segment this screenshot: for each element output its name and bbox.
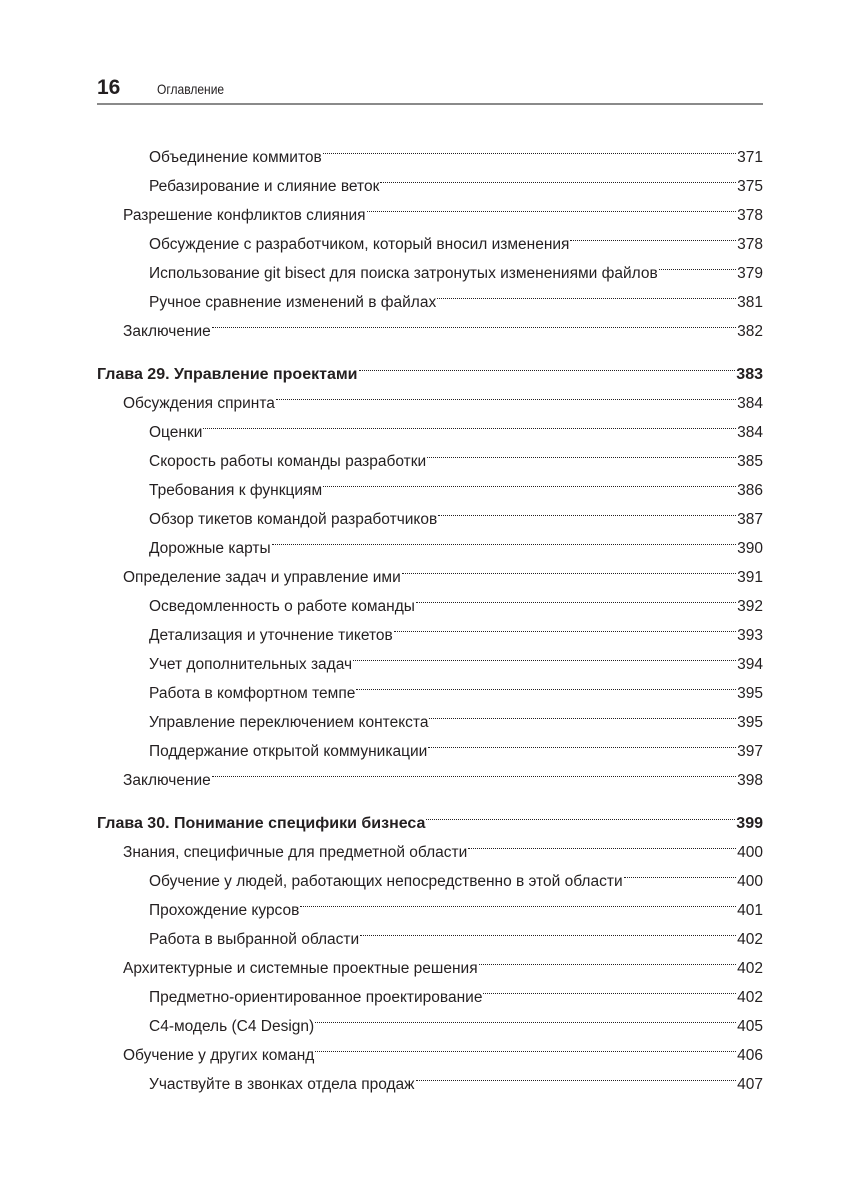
toc-entry-title: Дорожные карты — [149, 540, 271, 557]
toc-page-number: 391 — [737, 569, 763, 586]
toc-page-number: 402 — [737, 960, 763, 977]
toc-page-number: 400 — [737, 844, 763, 861]
toc-entry-title: Обзор тикетов командой разработчиков — [149, 511, 438, 528]
toc-entry-title: Заключение — [123, 323, 211, 340]
toc-entry-title: Заключение — [123, 772, 211, 789]
toc-chapter-entry[interactable] — [97, 799, 763, 832]
dot-leader — [315, 1031, 736, 1060]
toc-page-number: 392 — [737, 598, 763, 615]
dot-leader — [427, 437, 736, 466]
toc-entry-title: Оценки — [149, 424, 203, 441]
toc-subsection-entry[interactable] — [97, 133, 763, 166]
dot-leader — [624, 857, 737, 886]
dot-leader — [353, 640, 736, 669]
toc-page-number: 400 — [737, 873, 763, 890]
toc-page-number: 395 — [737, 714, 763, 731]
dot-leader — [438, 495, 736, 524]
dot-leader — [276, 379, 736, 408]
dot-leader — [416, 582, 736, 611]
page-number: 16 — [97, 76, 121, 99]
toc-page-number: 375 — [737, 178, 763, 195]
toc-page-number: 398 — [737, 772, 763, 789]
toc-entry-title: Требования к функциям — [149, 482, 323, 499]
toc-entry-title: C4-модель (C4 Design) — [149, 1018, 315, 1035]
toc-entry-title: Осведомленность о работе команды — [149, 598, 415, 615]
toc-entry-title: Глава 29. Управление проектами — [97, 366, 358, 383]
toc-entry-title: Знания, специфичные для предметной области — [123, 844, 468, 861]
dot-leader — [659, 249, 736, 278]
toc-entry-title: Поддержание открытой коммуникации — [149, 743, 428, 760]
toc-page-number: 406 — [737, 1047, 763, 1064]
dot-leader — [437, 278, 736, 307]
toc-page-number: 384 — [737, 424, 763, 441]
dot-leader — [203, 408, 736, 437]
dot-leader — [468, 828, 736, 857]
toc-page-number: 378 — [737, 236, 763, 253]
dot-leader — [479, 944, 737, 973]
toc-entry-title: Работа в комфортном темпе — [149, 685, 356, 702]
toc-page-number: 397 — [737, 743, 763, 760]
dot-leader — [360, 915, 736, 944]
toc-entry-title: Участвуйте в звонках отдела продаж — [149, 1076, 415, 1093]
toc-entry-title: Обсуждения спринта — [123, 395, 275, 412]
dot-leader — [570, 220, 736, 249]
toc-page-number: 378 — [737, 207, 763, 224]
toc-page-number: 383 — [736, 366, 763, 383]
dot-leader — [212, 307, 736, 336]
toc-page-number: 385 — [737, 453, 763, 470]
dot-leader — [356, 669, 736, 698]
dot-leader — [426, 799, 735, 828]
toc-page-number: 371 — [737, 149, 763, 166]
running-title: Оглавление — [157, 81, 225, 97]
toc-entry-title: Обсуждение с разработчиком, который вносил изменения — [149, 236, 570, 253]
dot-leader — [402, 553, 736, 582]
header-divider — [97, 103, 763, 105]
dot-leader — [315, 1002, 736, 1031]
toc-entry-title: Работа в выбранной области — [149, 931, 360, 948]
table-of-contents — [97, 133, 763, 1093]
toc-entry-title: Обучение у других команд — [123, 1047, 315, 1064]
toc-page-number: 384 — [737, 395, 763, 412]
toc-entry-title: Ручное сравнение изменений в файлах — [149, 294, 437, 311]
toc-entry-title: Предметно-ориентированное проектирование — [149, 989, 483, 1006]
toc-page-number: 402 — [737, 989, 763, 1006]
dot-leader — [300, 886, 736, 915]
toc-page-number: 401 — [737, 902, 763, 919]
toc-page-number: 402 — [737, 931, 763, 948]
dot-leader — [359, 350, 736, 379]
toc-page-number: 395 — [737, 685, 763, 702]
toc-entry-title: Скорость работы команды разработки — [149, 453, 427, 470]
toc-page-number: 390 — [737, 540, 763, 557]
toc-page-number: 387 — [737, 511, 763, 528]
toc-page-number: 379 — [737, 265, 763, 282]
toc-page-number: 386 — [737, 482, 763, 499]
toc-entry-title: Глава 30. Понимание специфики бизнеса — [97, 815, 426, 832]
toc-chapter-entry[interactable] — [97, 350, 763, 383]
toc-entry-title: Прохождение курсов — [149, 902, 300, 919]
toc-page-number: 394 — [737, 656, 763, 673]
page-header — [97, 74, 763, 104]
dot-leader — [428, 727, 736, 756]
toc-entry-title: Учет дополнительных задач — [149, 656, 353, 673]
toc-page-number: 399 — [736, 815, 763, 832]
dot-leader — [272, 524, 737, 553]
dot-leader — [380, 162, 736, 191]
toc-entry-title: Объединение коммитов — [149, 149, 322, 166]
dot-leader — [416, 1060, 737, 1089]
toc-entry-title: Разрешение конфликтов слияния — [123, 207, 366, 224]
toc-entry-title: Управление переключением контекста — [149, 714, 429, 731]
toc-entry-title: Обучение у людей, работающих непосредственно в этой области — [149, 873, 623, 890]
toc-page-number: 393 — [737, 627, 763, 644]
toc-page-number: 381 — [737, 294, 763, 311]
toc-page-number: 407 — [737, 1076, 763, 1093]
dot-leader — [429, 698, 736, 727]
dot-leader — [394, 611, 736, 640]
dot-leader — [367, 191, 737, 220]
toc-page-number: 405 — [737, 1018, 763, 1035]
toc-entry-title: Архитектурные и системные проектные решения — [123, 960, 478, 977]
toc-entry-title: Детализация и уточнение тикетов — [149, 627, 393, 644]
toc-entry-title: Ребазирование и слияние веток — [149, 178, 380, 195]
dot-leader — [323, 466, 736, 495]
toc-entry-title: Определение задач и управление ими — [123, 569, 401, 586]
toc-page-number: 382 — [737, 323, 763, 340]
dot-leader — [483, 973, 736, 1002]
dot-leader — [323, 133, 736, 162]
toc-entry-title: Использование git bisect для поиска затронутых изменениями файлов — [149, 265, 658, 282]
dot-leader — [212, 756, 736, 785]
